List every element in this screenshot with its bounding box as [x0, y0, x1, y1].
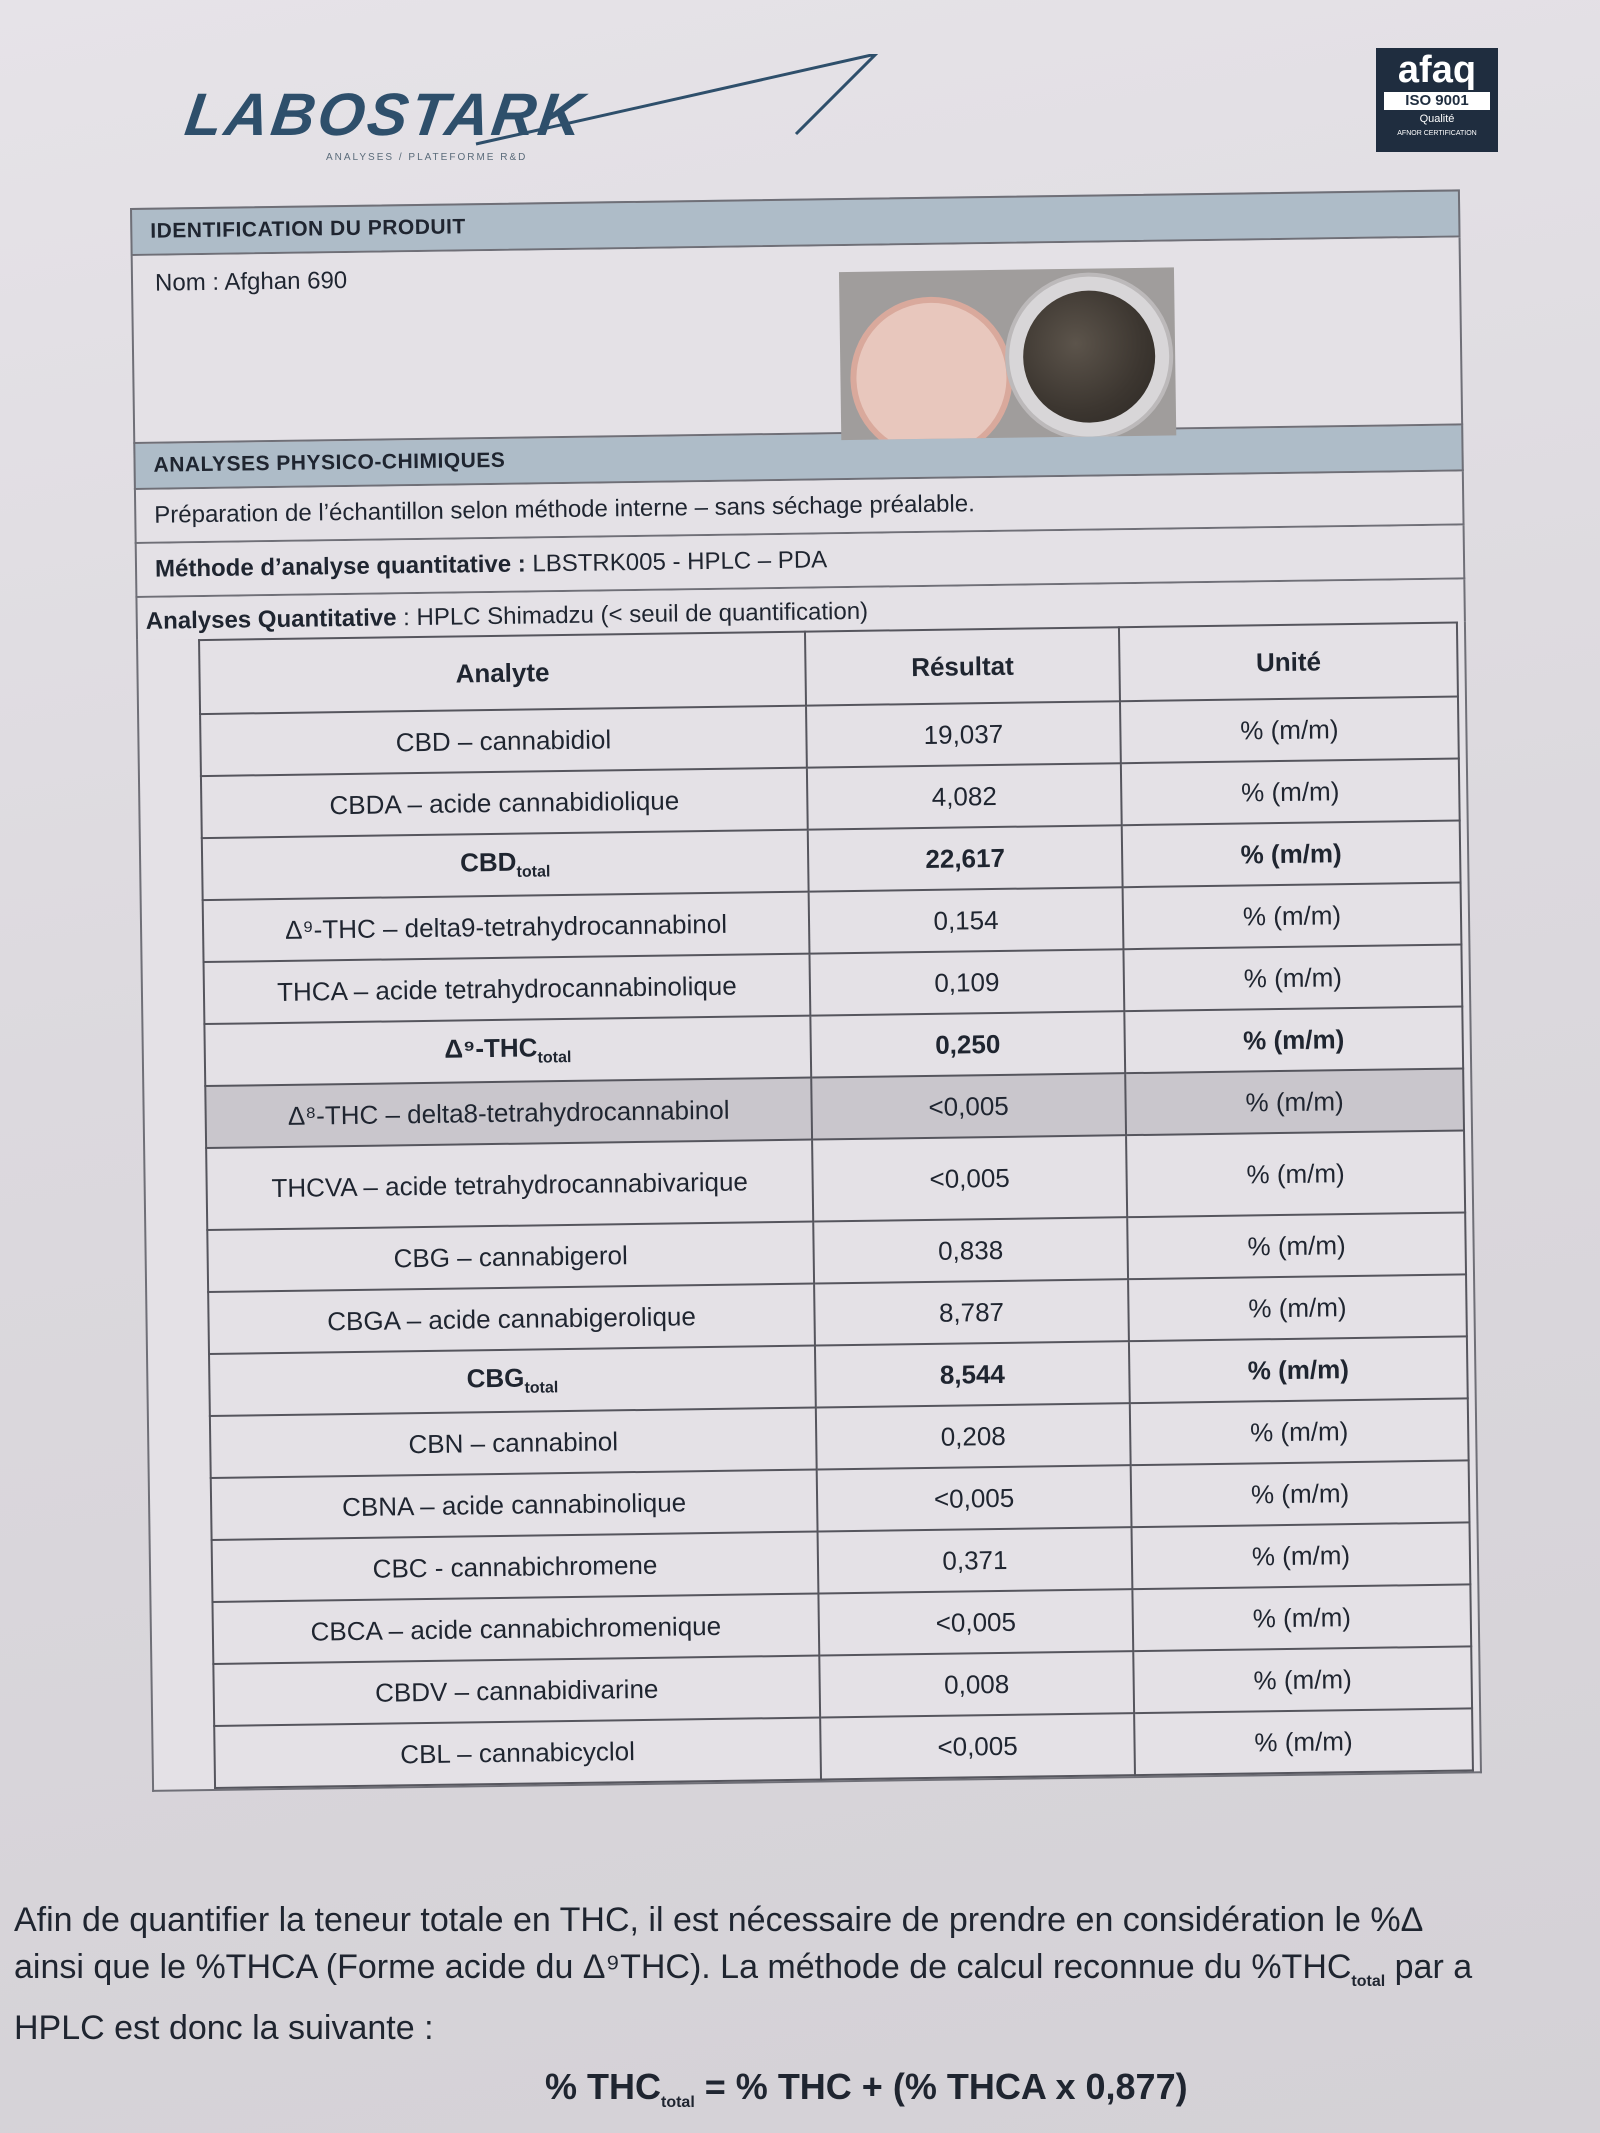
thc-total-formula: [545, 2066, 1188, 2112]
footer-line-2-sub: total: [1351, 1972, 1386, 1990]
cell-analyte: [212, 1532, 819, 1602]
cell-result: 22,617: [808, 825, 1123, 891]
cell-result: 0,208: [816, 1403, 1131, 1469]
cell-unit: % (m/m): [1125, 1068, 1464, 1135]
formula-a: % THC: [545, 2066, 661, 2107]
cell-result: 0,109: [809, 949, 1124, 1015]
results-table: [198, 621, 1474, 1788]
cell-result: <0,005: [812, 1135, 1127, 1221]
cell-analyte: [202, 830, 809, 900]
formula-b: = % THC + (% THCA x 0,877): [694, 2066, 1188, 2107]
analyte-name: Δ⁸-THC – delta8-tetrahydrocannabinol: [287, 1094, 730, 1131]
analyte-name: CBDV – cannabidivarine: [374, 1673, 659, 1708]
analyte-name: CBDA – acide cannabidiolique: [329, 784, 680, 820]
analyte-name: THCA – acide tetrahydrocannabinolique: [276, 970, 737, 1007]
cell-unit: % (m/m): [1131, 1460, 1470, 1527]
analyte-subscript: total: [516, 863, 551, 882]
cell-analyte: [214, 1718, 821, 1788]
header-analyte: Analyte: [199, 632, 806, 714]
cert-footer: AFNOR CERTIFICATION: [1397, 130, 1477, 137]
cell-unit: % (m/m): [1124, 1006, 1463, 1073]
cert-brand: afaq: [1397, 49, 1477, 91]
analyte-name: CBC - cannabichromene: [372, 1549, 658, 1584]
quant-value: : HPLC Shimadzu (< seuil de quantification): [402, 597, 869, 632]
labostark-logo: [181, 74, 706, 170]
cell-analyte: [208, 1284, 815, 1354]
analyte-name: CBN – cannabinol: [408, 1425, 619, 1459]
cell-unit: % (m/m): [1120, 697, 1459, 764]
results-table-container: [136, 621, 1482, 1791]
logo-subtitle: ANALYSES / PLATEFORME R&D: [326, 152, 528, 163]
cell-analyte: [203, 892, 810, 962]
analyte-name: CBD: [459, 847, 517, 878]
analyses-section-title: ANALYSES PHYSICO-CHIMIQUES: [133, 425, 1464, 490]
cell-analyte: [205, 1078, 812, 1148]
cell-analyte: [212, 1594, 819, 1664]
analyte-name: CBL – cannabicyclol: [400, 1735, 636, 1769]
cell-result: 8,787: [814, 1279, 1129, 1345]
cell-analyte: [206, 1140, 813, 1230]
analyte-name: CBG: [466, 1363, 525, 1394]
analyte-name: THCVA – acide tetrahydrocannabivarique: [271, 1166, 749, 1204]
cell-analyte: [204, 954, 811, 1024]
logo-text: LABOSTARK: [181, 81, 590, 148]
cert-iso: ISO 9001: [1384, 92, 1490, 110]
cell-unit: % (m/m): [1134, 1708, 1473, 1775]
cert-quality: Qualité: [1419, 113, 1455, 125]
cell-unit: % (m/m): [1128, 1274, 1467, 1341]
footer-line-2-b: par a: [1385, 1948, 1473, 1986]
quant-label: Analyses Quantitative: [145, 604, 397, 635]
cell-result: <0,005: [811, 1073, 1126, 1139]
cell-result: 0,250: [810, 1011, 1125, 1077]
cell-unit: % (m/m): [1132, 1584, 1471, 1651]
analyte-name: CBCA – acide cannabichromenique: [310, 1610, 722, 1647]
cell-analyte: [209, 1346, 816, 1416]
jar-contents: [1022, 290, 1156, 424]
cell-unit: % (m/m): [1122, 820, 1461, 887]
sample-preparation: Préparation de l’échantillon selon méthode interne – sans séchage préalable.: [134, 471, 1465, 544]
cell-result: <0,005: [818, 1589, 1133, 1655]
method-label: Méthode d’analyse quantitative :: [154, 550, 526, 583]
cell-analyte: [201, 768, 808, 838]
header-unit: Unité: [1119, 623, 1458, 702]
cell-unit: % (m/m): [1121, 759, 1460, 826]
afaq-certification-badge: [1376, 48, 1498, 152]
analyte-name: CBNA – acide cannabinolique: [341, 1486, 687, 1522]
cell-unit: % (m/m): [1132, 1522, 1471, 1589]
analysis-report: [130, 189, 1482, 1791]
product-section-title: IDENTIFICATION DU PRODUIT: [130, 189, 1461, 256]
cell-unit: % (m/m): [1123, 944, 1462, 1011]
analyte-name: CBD – cannabidiol: [395, 723, 612, 757]
analyte-subscript: total: [537, 1049, 572, 1067]
cell-analyte: [207, 1222, 814, 1292]
cell-result: <0,005: [820, 1713, 1135, 1779]
product-identification: [131, 237, 1463, 444]
cell-result: 4,082: [807, 763, 1122, 829]
footer-line-3: HPLC est donc la suivante :: [14, 2008, 434, 2047]
cell-analyte: [211, 1470, 818, 1540]
cell-result: 0,371: [818, 1527, 1133, 1593]
cell-unit: % (m/m): [1133, 1646, 1472, 1713]
analyte-subscript: total: [524, 1379, 559, 1398]
cell-unit: % (m/m): [1126, 1130, 1465, 1217]
analyte-name: Δ⁹-THC: [444, 1032, 538, 1065]
jar-open: [1004, 271, 1174, 440]
analyte-name: Δ⁹-THC – delta9-tetrahydrocannabinol: [284, 908, 728, 945]
formula-sub: total: [661, 2094, 695, 2112]
analyte-name: CBG – cannabigerol: [393, 1239, 628, 1273]
footer-line-2: [14, 1944, 1600, 2005]
jar-lid: [849, 296, 1013, 440]
analyte-name: CBGA – acide cannabigerolique: [327, 1300, 697, 1336]
cell-result: 19,037: [806, 701, 1121, 767]
cell-analyte: [200, 706, 807, 776]
cell-analyte: [213, 1656, 820, 1726]
footer-explanation: [14, 1897, 1600, 2052]
footer-line-2-a: ainsi que le %THCA (Forme acide du Δ⁹THC). La méthode de calcul reconnue du %THC: [14, 1948, 1352, 1986]
cell-unit: % (m/m): [1127, 1212, 1466, 1279]
cell-unit: % (m/m): [1123, 882, 1462, 949]
cell-result: 0,008: [819, 1651, 1134, 1717]
cell-unit: % (m/m): [1129, 1336, 1468, 1403]
cell-result: <0,005: [817, 1465, 1132, 1531]
cell-result: 8,544: [815, 1341, 1130, 1407]
method-value: LBSTRK005 - HPLC – PDA: [532, 546, 828, 578]
cell-analyte: [204, 1016, 811, 1086]
cell-unit: % (m/m): [1130, 1398, 1469, 1465]
product-name: Nom : Afghan 690: [154, 266, 348, 297]
cell-analyte: [210, 1408, 817, 1478]
product-jar-photo-icon: [839, 267, 1176, 440]
cell-result: 0,154: [809, 887, 1124, 953]
cell-result: 0,838: [813, 1217, 1128, 1283]
header-result: Résultat: [805, 627, 1120, 705]
footer-line-1: Afin de quantifier la teneur totale en THC, il est nécessaire de prendre en considération le %Δ: [14, 1901, 1424, 1939]
